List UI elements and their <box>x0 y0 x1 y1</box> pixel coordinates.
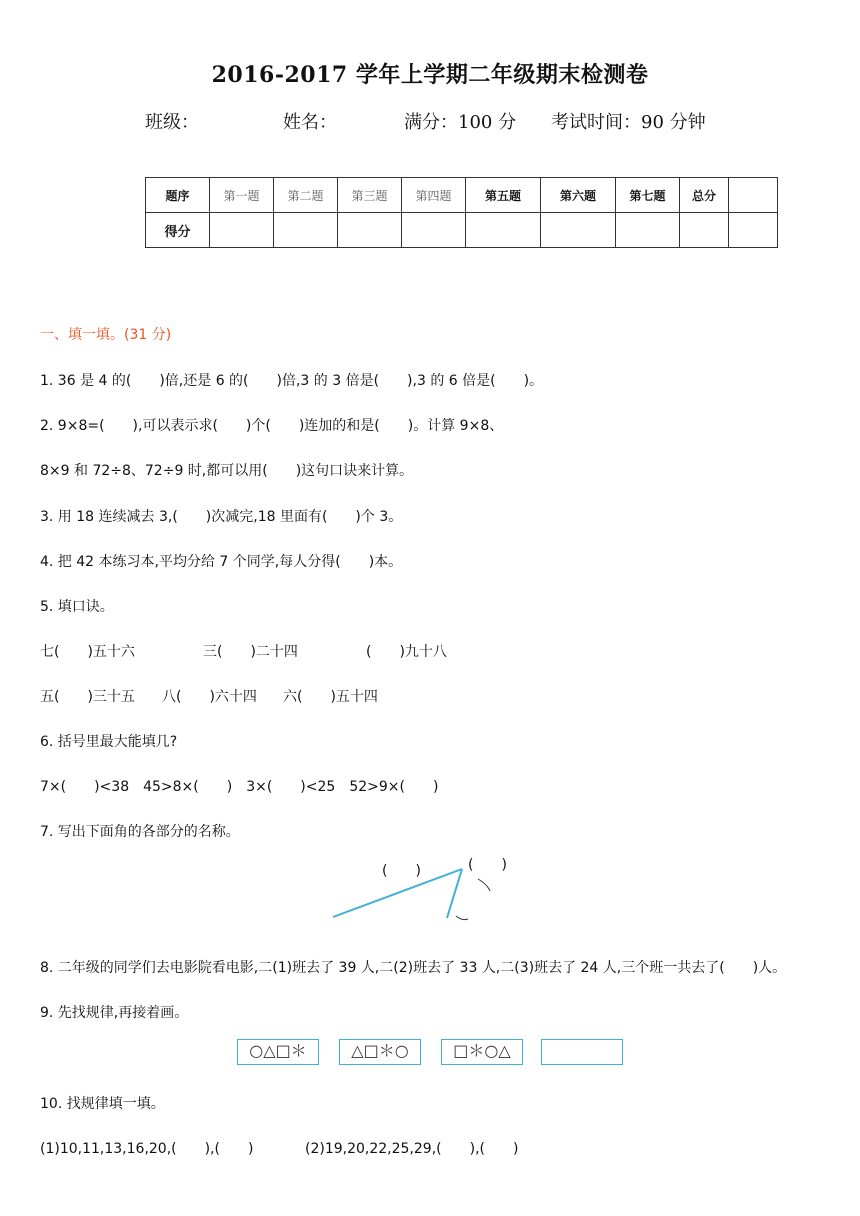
section-title: 一、填一填。(31 分) <box>40 327 172 343</box>
table-cell: 第三题 <box>338 178 402 213</box>
score-table-score-row <box>146 213 778 248</box>
question-8: 8. 二年级的同学们去电影院看电影,二(1)班去了 39 人,二(2)班去了 33 人,二(3)班去了 24 人,三个班一共去了( )人。 <box>40 960 787 976</box>
table-cell: 题序 <box>146 178 210 213</box>
koujue-item: 八( )六十四 <box>162 689 257 705</box>
table-cell: 得分 <box>146 213 210 248</box>
score-input-cell[interactable] <box>402 213 466 248</box>
score-input-cell[interactable] <box>729 213 778 248</box>
koujue-item: ( )九十八 <box>366 644 447 660</box>
table-cell: 第六题 <box>541 178 616 213</box>
question-10-part-1: (1)10,11,13,16,20,( ),( ) <box>40 1141 254 1157</box>
angle-label-side: ( ) <box>382 863 421 879</box>
table-cell: 第二题 <box>274 178 338 213</box>
question-3: 3. 用 18 连续减去 3,( )次减完,18 里面有( )个 3。 <box>40 509 403 525</box>
question-6-items: 7×( )<38 45>8×( ) 3×( )<25 52>9×( ) <box>40 779 439 795</box>
score-input-cell[interactable] <box>210 213 274 248</box>
page-title: 2016-2017 学年上学期二年级期末检测卷 <box>211 62 649 88</box>
score-input-cell[interactable] <box>466 213 541 248</box>
full-score-label: 满分：100 分 <box>404 112 517 133</box>
angle-arc <box>478 879 490 891</box>
question-1: 1. 36 是 4 的( )倍,还是 6 的( )倍,3 的 3 倍是( ),3 的 6 倍是( )。 <box>40 373 544 389</box>
class-label: 班级： <box>145 112 199 133</box>
exam-time-label: 考试时间：90 分钟 <box>551 112 706 133</box>
koujue-item: 七( )五十六 <box>40 644 135 660</box>
score-input-cell[interactable] <box>680 213 729 248</box>
angle-label-vertex: ( ) <box>468 857 507 873</box>
question-6: 6. 括号里最大能填几? <box>40 734 178 750</box>
table-cell: 第四题 <box>402 178 466 213</box>
koujue-item: 六( )五十四 <box>283 689 378 705</box>
score-input-cell[interactable] <box>338 213 402 248</box>
pattern-answer-box[interactable] <box>541 1039 623 1065</box>
question-7: 7. 写出下面角的各部分的名称。 <box>40 824 240 840</box>
question-2-cont: 8×9 和 72÷8、72÷9 时,都可以用( )这句口诀来计算。 <box>40 463 414 479</box>
koujue-item: 五( )三十五 <box>40 689 135 705</box>
koujue-item: 三( )二十四 <box>203 644 298 660</box>
score-input-cell[interactable] <box>541 213 616 248</box>
pattern-box: △□＊○ <box>339 1039 421 1065</box>
table-cell <box>729 178 778 213</box>
name-label: 姓名： <box>283 112 337 133</box>
question-9: 9. 先找规律,再接着画。 <box>40 1005 189 1021</box>
question-2: 2. 9×8=( ),可以表示求( )个( )连加的和是( )。计算 9×8、 <box>40 418 504 434</box>
question-5: 5. 填口诀。 <box>40 599 114 615</box>
pattern-box: □＊○△ <box>441 1039 523 1065</box>
angle-arc <box>456 916 468 920</box>
score-table-header-row <box>146 178 778 213</box>
table-cell: 第七题 <box>616 178 680 213</box>
pattern-box: ○△□＊ <box>237 1039 319 1065</box>
question-10: 10. 找规律填一填。 <box>40 1096 165 1112</box>
score-input-cell[interactable] <box>274 213 338 248</box>
table-cell: 总分 <box>680 178 729 213</box>
score-input-cell[interactable] <box>616 213 680 248</box>
angle-ray <box>447 869 462 918</box>
question-10-part-2: (2)19,20,22,25,29,( ),( ) <box>305 1141 519 1157</box>
table-cell: 第五题 <box>466 178 541 213</box>
score-table <box>145 177 778 248</box>
table-cell: 第一题 <box>210 178 274 213</box>
question-4: 4. 把 42 本练习本,平均分给 7 个同学,每人分得( )本。 <box>40 554 403 570</box>
